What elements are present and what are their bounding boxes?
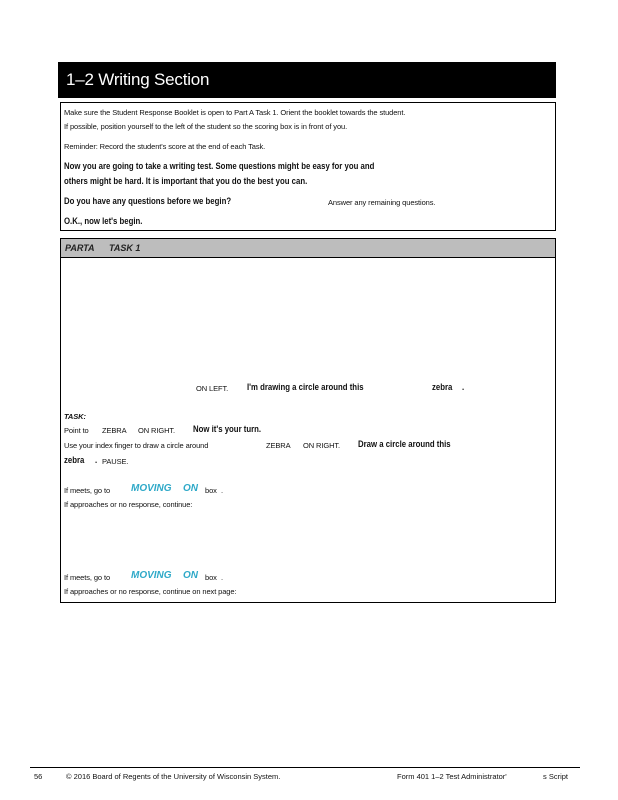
moving-label-1: MOVING xyxy=(131,483,172,494)
zebra-word-2: zebra xyxy=(64,455,85,466)
period-2: . xyxy=(95,455,98,466)
drawing-say-text: I'm drawing a circle around this xyxy=(247,382,364,393)
copyright-text: © 2016 Board of Regents of the University of Wisconsin System. xyxy=(66,772,281,781)
use-finger-text: Use your index finger to draw a circle around xyxy=(64,441,209,450)
form-label: Form 401 1–2 Test Administrator' xyxy=(397,772,507,781)
zebra-caps-1: ZEBRA xyxy=(102,426,127,435)
on-left-text: ON LEFT. xyxy=(196,384,229,393)
zebra-word-1: zebra xyxy=(432,382,453,393)
on-right-text-2: ON RIGHT. xyxy=(303,441,341,450)
zebra-caps-2: ZEBRA xyxy=(266,441,291,450)
answer-note: Answer any remaining questions. xyxy=(328,198,436,207)
point-to-text: Point to xyxy=(64,426,89,435)
box-dot-2: . xyxy=(221,573,223,582)
script-label: s Script xyxy=(543,772,569,781)
say-text-3: O.K., now let's begin. xyxy=(64,216,143,227)
box-word-2: box xyxy=(205,573,217,582)
page-number: 56 xyxy=(34,772,43,781)
approaches-text-2: If approaches or no response, continue on next page: xyxy=(64,587,237,596)
draw-say-text: Draw a circle around this xyxy=(358,439,451,450)
say-text-2: Do you have any questions before we begin? xyxy=(64,196,232,207)
on-right-text-1: ON RIGHT. xyxy=(138,426,176,435)
meets-text-1: If meets, go to xyxy=(64,486,111,495)
task-box xyxy=(60,238,556,603)
footer-divider xyxy=(30,767,580,768)
task-label: TASK 1 xyxy=(109,243,141,253)
your-turn-text: Now it's your turn. xyxy=(193,424,262,435)
period-1: . xyxy=(462,382,465,393)
pause-text: PAUSE. xyxy=(102,457,129,466)
say-text-1a: Now you are going to take a writing test. Some questions might be easy for you and xyxy=(64,161,375,172)
instruction-line-2: If possible, position yourself to the left of the student so the scoring box is in front of you. xyxy=(64,122,348,131)
approaches-text-1: If approaches or no response, continue: xyxy=(64,500,193,509)
part-header xyxy=(61,239,555,258)
section-title xyxy=(58,62,556,98)
on-label-1: ON xyxy=(183,483,198,494)
section-title-text: 1–2 Writing Section xyxy=(66,70,210,89)
instruction-line-1: Make sure the Student Response Booklet is open to Part A Task 1. Orient the booklet towards the student. xyxy=(64,108,406,117)
part-label: PARTA xyxy=(65,243,95,253)
moving-label-2: MOVING xyxy=(131,570,172,581)
box-word-1: box xyxy=(205,486,217,495)
box-dot-1: . xyxy=(221,486,223,495)
meets-text-2: If meets, go to xyxy=(64,573,111,582)
reminder-text: Reminder: Record the student's score at the end of each Task. xyxy=(64,142,266,151)
say-text-1b: others might be hard. It is important that you do the best you can. xyxy=(64,176,308,187)
task-heading: TASK: xyxy=(64,412,86,421)
on-label-2: ON xyxy=(183,570,198,581)
